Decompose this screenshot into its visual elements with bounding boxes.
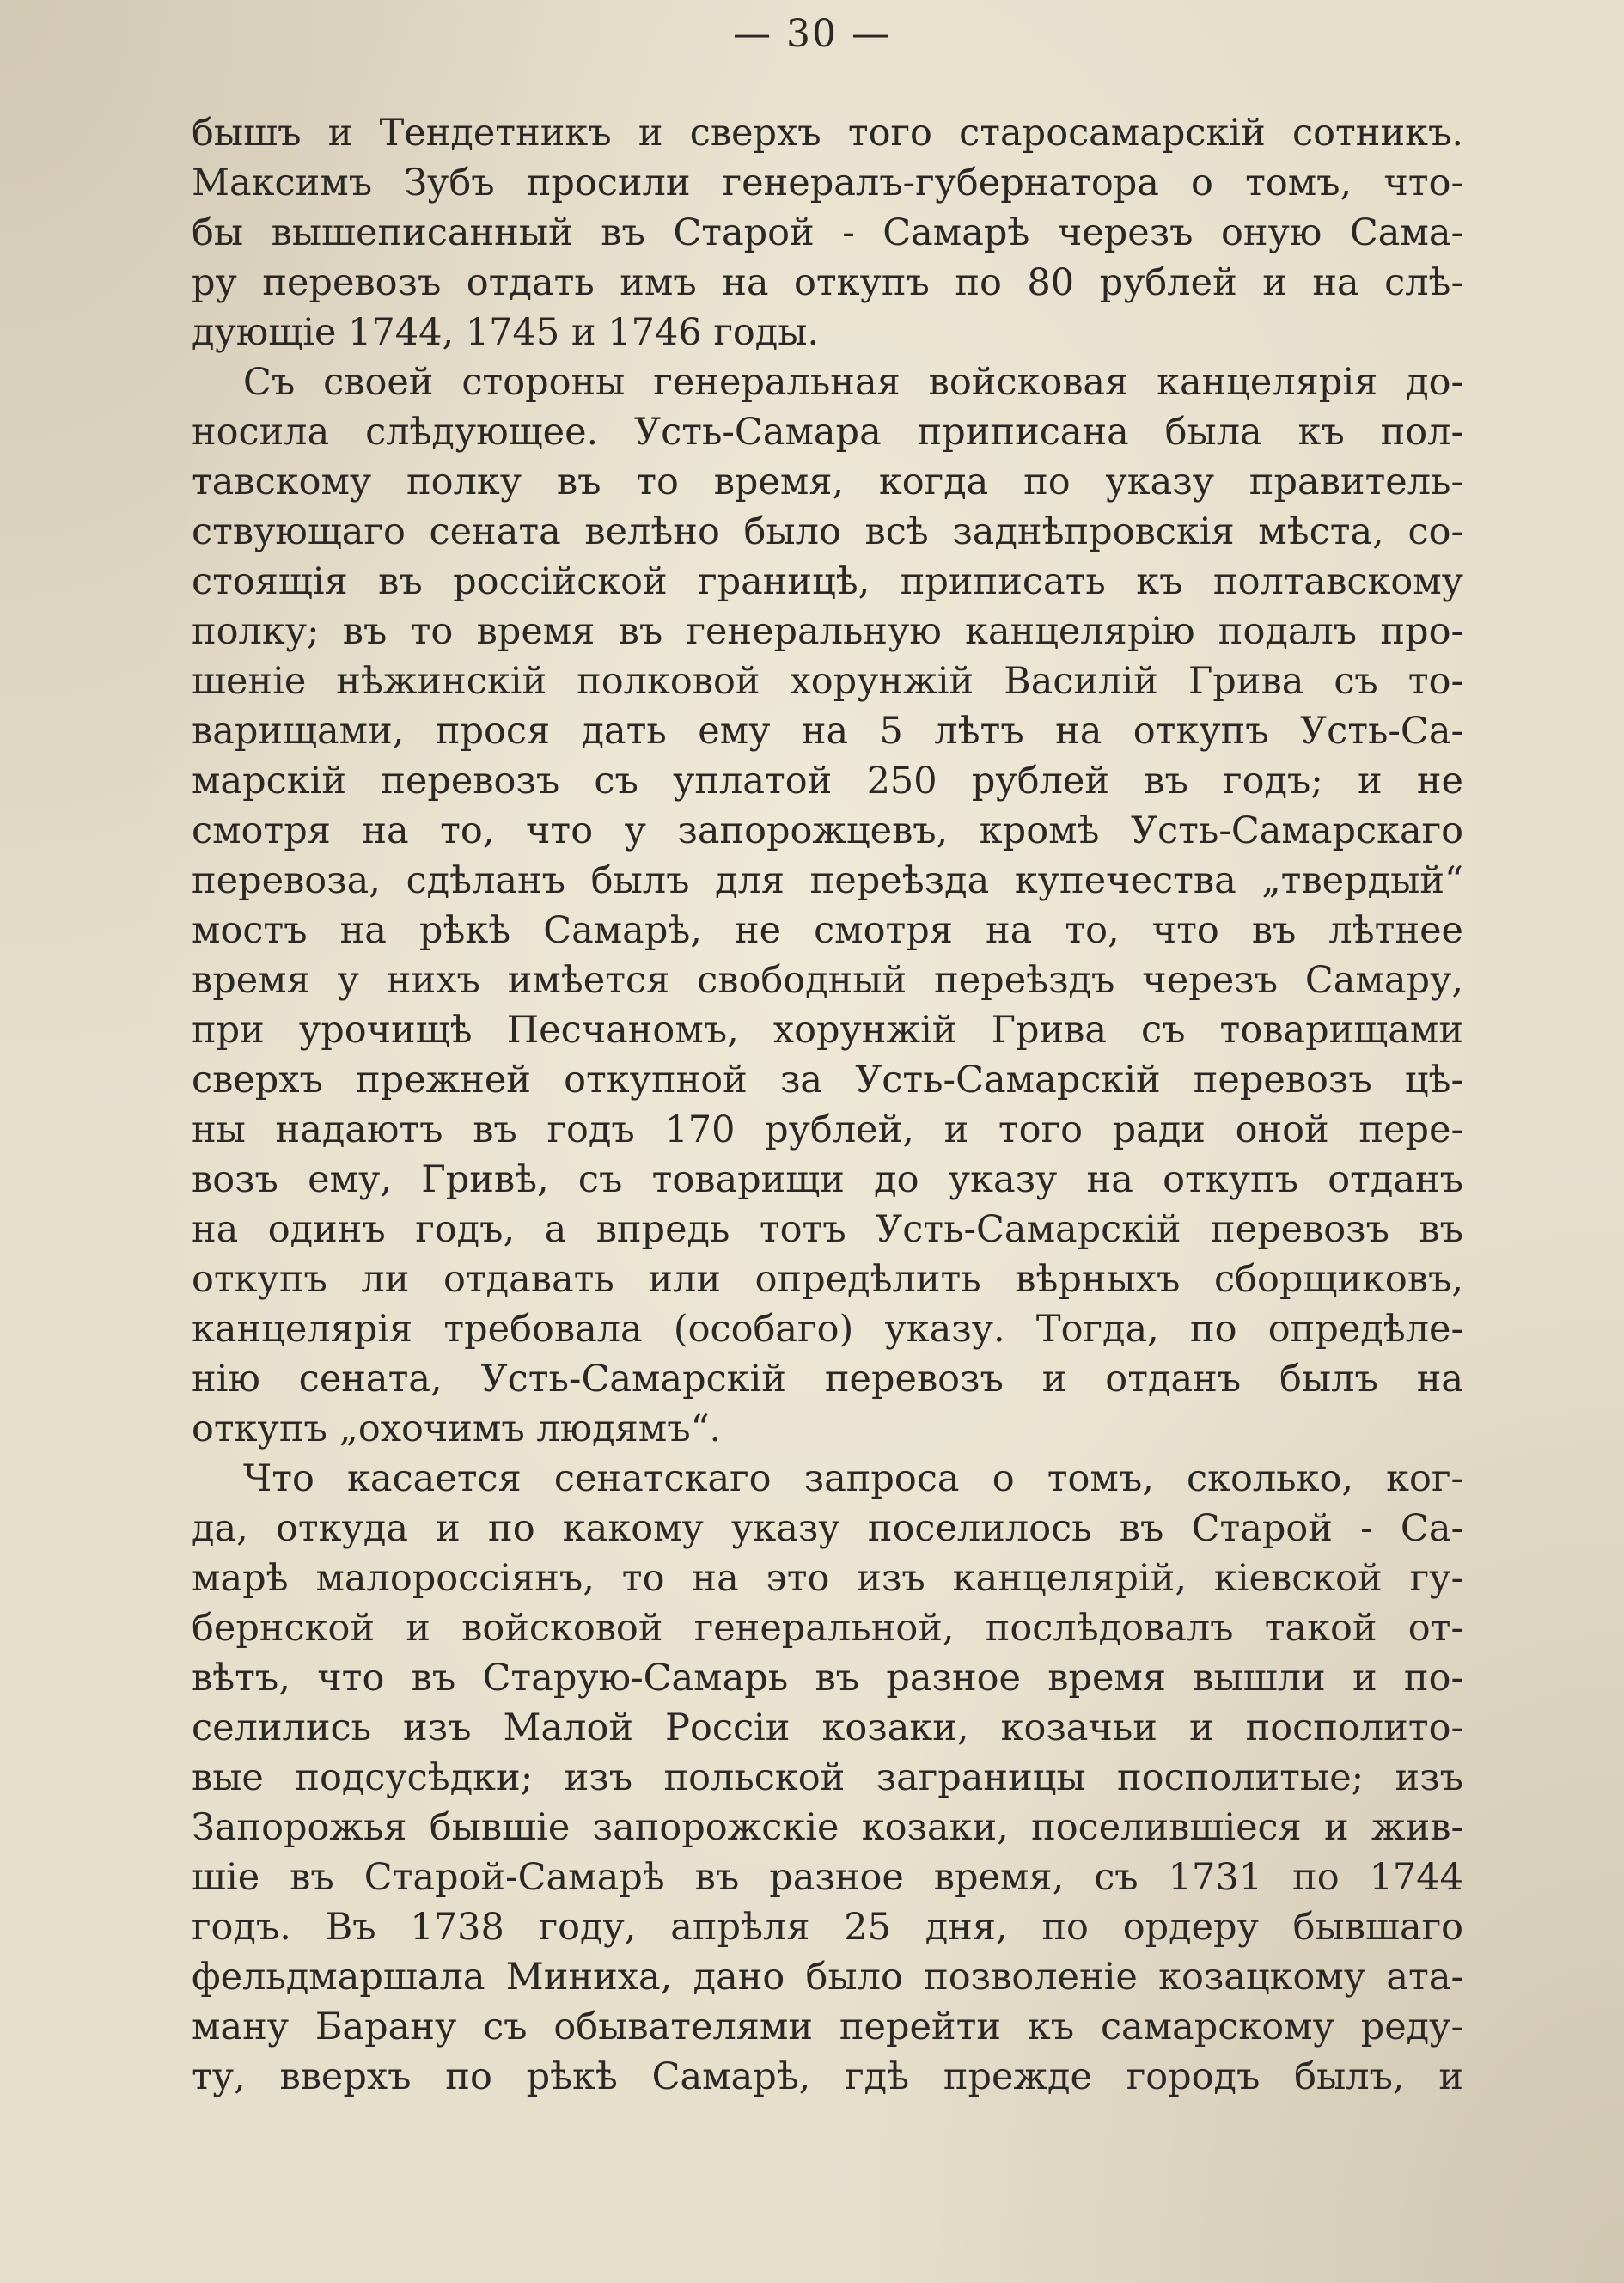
text-line: откупъ „охочимъ людямъ“. [192, 1407, 722, 1450]
text-line: смотря на то, что у запорожцевъ, кромѣ Усть-Самарскаго [192, 809, 1463, 852]
text-line: марѣ малороссіянъ, то на это изъ канцелярій, кіевской гу- [192, 1557, 1463, 1600]
page-number: — 30 — [733, 12, 891, 56]
text-line: мостъ на рѣкѣ Самарѣ, не смотря на то, что въ лѣтнее [192, 909, 1463, 952]
text-line: шіе въ Старой-Самарѣ въ разное время, съ 1731 по 1744 [192, 1856, 1463, 1899]
text-line: откупъ ли отдавать или опредѣлить вѣрныхъ сборщиковъ, [192, 1258, 1463, 1301]
text-line: полку; въ то время въ генеральную канцелярію подалъ про- [192, 610, 1463, 653]
text-line: Максимъ Зубъ просили генералъ-губернатора о томъ, что- [192, 162, 1463, 204]
text-line: возъ ему, Гривѣ, съ товарищи до указу на откупъ отданъ [192, 1158, 1463, 1201]
text-line: на одинъ годъ, а впредь тотъ Усть-Самарскій перевозъ въ [192, 1208, 1463, 1251]
text-line: варищами, прося дать ему на 5 лѣтъ на откупъ Усть-Са- [192, 710, 1463, 753]
text-line: вые подсусѣдки; изъ польской заграницы посполитые; изъ [192, 1756, 1463, 1799]
text-line: канцелярія требовала (особаго) указу. Тогда, по опредѣле- [192, 1308, 1463, 1351]
text-line: ману Барану съ обывателями перейти къ самарскому реду- [192, 2005, 1463, 2048]
text-line: сверхъ прежней откупной за Усть-Самарскій перевозъ цѣ- [192, 1059, 1463, 1102]
text-line: да, откуда и по какому указу поселилось въ Старой - Са- [192, 1507, 1463, 1550]
text-line: селились изъ Малой Россіи козаки, козачьи и посполито- [192, 1706, 1463, 1749]
text-line: годъ. Въ 1738 году, апрѣля 25 дня, по ордеру бывшаго [192, 1906, 1463, 1949]
text-line: нію сената, Усть-Самарскій перевозъ и отданъ былъ на [192, 1358, 1463, 1401]
text-line: фельдмаршала Миниха, дано было позволеніе козацкому ата- [192, 1956, 1463, 1999]
body-text [192, 108, 1463, 2102]
text-line: бы вышеписанный въ Старой - Самарѣ черезъ оную Сама- [192, 211, 1463, 254]
text-line: бернской и войсковой генеральной, послѣдовалъ такой от- [192, 1607, 1463, 1650]
text-line: бышъ и Тендетникъ и сверхъ того старосамарскій сотникъ. [192, 112, 1463, 155]
text-line: Что касается сенатскаго запроса о томъ, сколько, ког- [243, 1457, 1463, 1500]
text-line: Съ своей стороны генеральная войсковая канцелярія до- [243, 361, 1463, 404]
text-line: ны надаютъ въ годъ 170 рублей, и того ради оной пере- [192, 1108, 1463, 1151]
text-line: носила слѣдующее. Усть-Самара приписана была къ пол- [192, 411, 1463, 454]
text-line: вѣтъ, что въ Старую-Самарь въ разное время вышли и по- [192, 1657, 1463, 1700]
text-line: перевоза, сдѣланъ былъ для переѣзда купечества „твердый“ [192, 859, 1463, 902]
text-line: время у нихъ имѣется свободный переѣздъ черезъ Самару, [192, 959, 1463, 1002]
text-line: шеніе нѣжинскій полковой хорунжій Василій Грива съ то- [192, 660, 1463, 703]
text-line: ту, вверхъ по рѣкѣ Самарѣ, гдѣ прежде городъ былъ, и [192, 2055, 1463, 2098]
text-line: ру перевозъ отдать имъ на откупъ по 80 рублей и на слѣ- [192, 261, 1463, 304]
text-line: тавскому полку въ то время, когда по указу правитель- [192, 461, 1463, 504]
text-line: марскій перевозъ съ уплатой 250 рублей въ годъ; и не [192, 760, 1463, 803]
text-line: дующіе 1744, 1745 и 1746 годы. [192, 311, 820, 354]
text-line: при урочищѣ Песчаномъ, хорунжій Грива съ товарищами [192, 1009, 1463, 1052]
text-line: стоящія въ россійской границѣ, приписать къ полтавскому [192, 560, 1463, 603]
text-line: ствующаго сената велѣно было всѣ заднѣпровскія мѣста, со- [192, 510, 1463, 553]
text-line: Запорожья бывшіе запорожскіе козаки, поселившіеся и жив- [192, 1806, 1463, 1849]
